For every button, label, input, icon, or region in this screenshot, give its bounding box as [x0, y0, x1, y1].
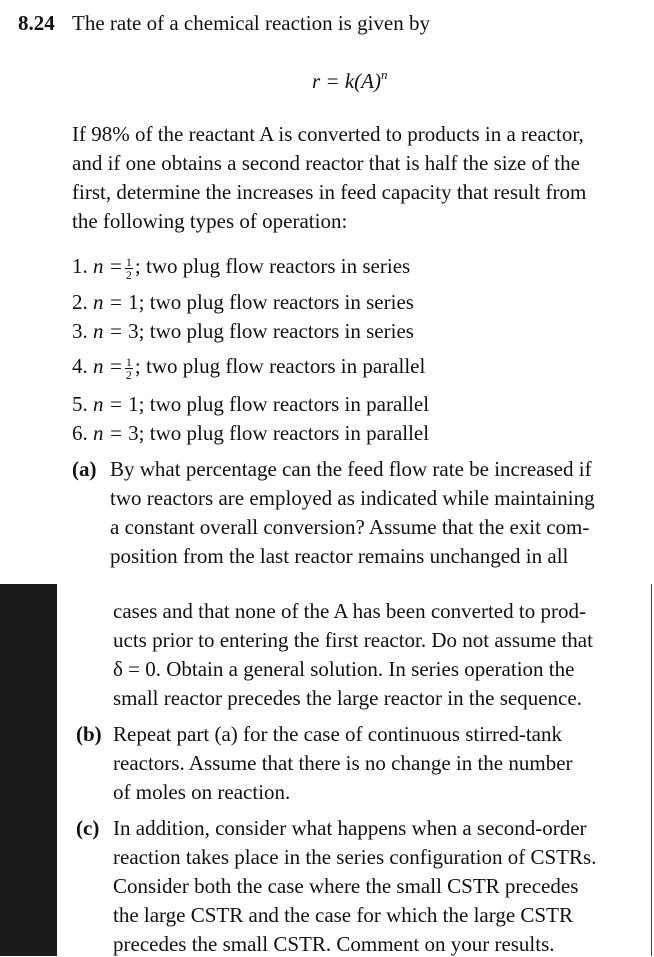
list-item: 2. n = 1; two plug flow reactors in series: [72, 290, 414, 314]
paragraph-line: and if one obtains a second reactor that is half the size of the: [72, 151, 580, 175]
equation-exponent: n: [380, 67, 388, 82]
scan-margin-bar: [0, 584, 57, 956]
part-a-label: (a): [72, 457, 97, 481]
part-c-line: the large CSTR and the case for which the large CSTR: [113, 903, 573, 927]
list-item: 3. n = 3; two plug flow reactors in series: [72, 319, 414, 343]
part-a-line: By what percentage can the feed flow rate be increased if: [110, 457, 592, 481]
equation-lhs: r = k(A): [312, 69, 381, 93]
part-a-line: δ = 0. Obtain a general solution. In series operation the: [113, 657, 575, 681]
part-b-line: Repeat part (a) for the case of continuous stirred-tank: [113, 722, 562, 746]
part-a-line: small reactor precedes the large reactor in the sequence.: [113, 686, 582, 710]
paragraph-line: the following types of operation:: [72, 209, 348, 233]
list-item: 4. n = $\frac{1}{2}$ ; two plug flow reactors in parallel: [72, 354, 426, 382]
part-c-line: Consider both the case where the small CSTR precedes: [113, 874, 579, 898]
part-b-line: reactors. Assume that there is no change in the number: [113, 751, 573, 775]
page-edge-rule: [651, 584, 652, 956]
part-c-line: In addition, consider what happens when a second-order: [113, 816, 587, 840]
one-half-fraction: $\frac{1}{2}$: [125, 254, 132, 282]
part-c-line: reaction takes place in the series configuration of CSTRs.: [113, 845, 597, 869]
paragraph-line: first, determine the increases in feed capacity that result from: [72, 180, 587, 204]
part-a-line: cases and that none of the A has been converted to prod-: [113, 599, 586, 623]
list-item: 5. n = 1; two plug flow reactors in parallel: [72, 392, 430, 416]
part-c-line: precedes the small CSTR. Comment on your results.: [113, 932, 555, 956]
part-c-label: (c): [76, 816, 100, 840]
list-item: 6. n = 3; two plug flow reactors in parallel: [72, 421, 430, 445]
list-item: 1. n = $\frac{1}{2}$ ; two plug flow reactors in series: [72, 254, 411, 282]
part-b-label: (b): [76, 722, 102, 746]
problem-number: 8.24: [18, 11, 55, 35]
rate-equation: [312, 68, 387, 94]
paragraph-line: If 98% of the reactant A is converted to products in a reactor,: [72, 122, 584, 146]
problem-intro: The rate of a chemical reaction is given by: [72, 11, 431, 35]
part-a-line: position from the last reactor remains unchanged in all: [110, 544, 569, 568]
one-half-fraction: $\frac{1}{2}$: [125, 354, 132, 382]
part-a-line: a constant overall conversion? Assume that the exit com-: [110, 515, 590, 539]
part-b-line: of moles on reaction.: [113, 780, 291, 804]
part-a-line: ucts prior to entering the first reactor. Do not assume that: [113, 628, 593, 652]
part-a-line: two reactors are employed as indicated while maintaining: [110, 486, 595, 510]
